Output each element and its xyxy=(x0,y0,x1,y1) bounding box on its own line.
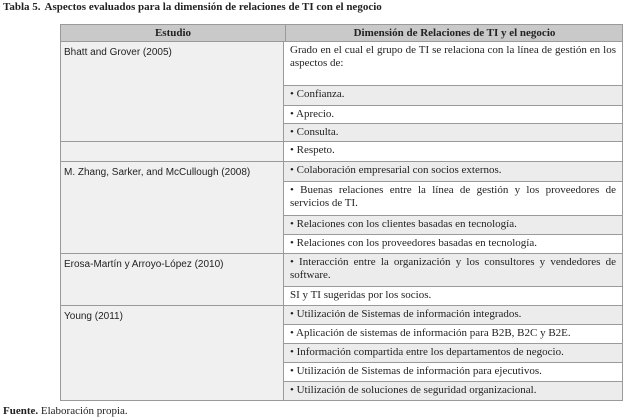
table-cell: • Consulta. xyxy=(284,124,623,142)
study-cell xyxy=(60,162,284,254)
study-cell xyxy=(60,42,284,142)
table-cell: • Información compartida entre los departamentos de negocio. xyxy=(284,344,623,363)
study-cell xyxy=(60,254,284,306)
source-text: Elaboración propia. xyxy=(40,405,128,417)
table-cell: • Relaciones con los clientes basadas en tecnología. xyxy=(284,216,623,235)
table-header-row xyxy=(60,24,623,42)
study-name: Erosa-Martín y Arroyo-López (2010) xyxy=(64,259,224,270)
table-cell: • Utilización de Sistemas de información para ejecutivos. xyxy=(284,363,623,382)
table-cell: • Relaciones con los proveedores basadas en tecnología. xyxy=(284,235,623,254)
study-name: Young (2011) xyxy=(64,311,123,322)
table-caption xyxy=(3,1,382,13)
study-section xyxy=(60,42,623,142)
study-section xyxy=(60,306,623,401)
study-cell-spacer xyxy=(60,142,284,162)
table-label: Tabla 5. xyxy=(3,1,41,13)
study-section xyxy=(60,254,623,306)
study-section-cont xyxy=(60,142,623,162)
table-cell: • Confianza. xyxy=(284,86,623,106)
table-cell: • Colaboración empresarial con socios externos. xyxy=(284,162,623,182)
header-dimension: Dimensión de Relaciones de TI y el negocio xyxy=(353,27,556,39)
table-cell: • Utilización de Sistemas de información integrados. xyxy=(284,306,623,325)
table-cell: SI y TI sugeridas por los socios. xyxy=(284,287,623,306)
study-cell xyxy=(60,306,284,401)
table-cell: • Buenas relaciones entre la línea de gestión y los proveedores de servicios de TI. xyxy=(284,182,623,216)
table-cell: • Aprecio. xyxy=(284,106,623,124)
data-table xyxy=(60,24,623,401)
table-title: Aspectos evaluados para la dimensión de relaciones de TI con el negocio xyxy=(44,1,382,13)
table-cell: • Interacción entre la organización y los consultores y vendedores de software. xyxy=(284,254,623,287)
study-name: Bhatt and Grover (2005) xyxy=(64,47,172,58)
table-cell: • Utilización de soluciones de seguridad organizacional. xyxy=(284,382,623,401)
table-source xyxy=(3,405,128,417)
study-section xyxy=(60,162,623,254)
study-name: M. Zhang, Sarker, and McCullough (2008) xyxy=(64,167,251,178)
header-estudio: Estudio xyxy=(154,27,192,39)
table-cell: Grado en el cual el grupo de TI se relaciona con la línea de gestión en los aspectos de: xyxy=(284,42,623,86)
table-cell: • Aplicación de sistemas de información para B2B, B2C y B2E. xyxy=(284,325,623,344)
source-label: Fuente. xyxy=(3,405,39,417)
table-cell: • Respeto. xyxy=(284,142,623,162)
